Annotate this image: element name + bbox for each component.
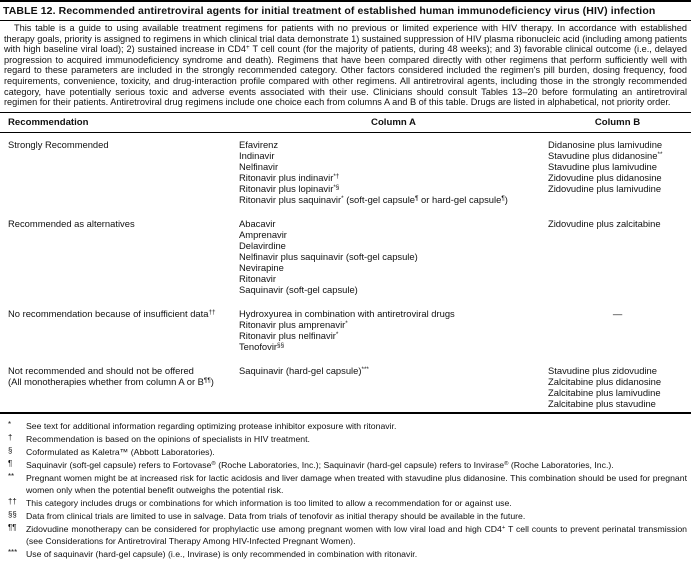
footnote: [8, 433, 687, 445]
footnote: [8, 548, 687, 560]
footnote-text: Use of saquinavir (hard-gel capsule) (i.e., Invirase) is only recommended in combination with ritonavir.: [26, 548, 418, 559]
table-row: [0, 139, 691, 205]
column-a-cell: [239, 365, 548, 409]
footnote-text: Recommendation is based on the opinions of specialists in HIV treatment.: [26, 433, 310, 444]
footnote-text: Pregnant women might be at increased risk for lactic acidosis and liver damage when treated with stavudine plus didanosine. This combination should be used for pregnant women only when the potential benefit outweighs the potential risk.: [26, 472, 687, 495]
drug-item: Tenofovir§§: [239, 340, 285, 352]
header-recommendation: Recommendation: [8, 116, 89, 128]
footnote: [8, 510, 687, 522]
drug-item: Ritonavir plus indinavir*†: [239, 171, 340, 183]
drug-item: Zalcitabine plus stavudine: [548, 397, 656, 409]
intro-paragraph: This table is a guide to using available treatment regimens for patients with no previous or limited experience with HIV therapy. In accordance with established therapy goals, priority is assigned to regimens in which clinical trial data demonstrate 1) sustained suppression of HIV plasma ribonucleic acid (including among patients with high baseline viral load); 2) sustained increase in CD4+ T cell count (for the majority of patients, during 48 weeks); and 3) favorable clinical outcome (i.e., delayed progression to acquired immunodeficiency syndrome and death). Regimens that have been compared directly with other regimens that perform sufficiently well with regard to these parameters are included in the strongly recommended category. Other factors considered included the regimen's pill burden, dosing frequency, food requirements, convenience, toxicity, and drug-interaction profile compared with other regimens. All antiretroviral agents, including those in the strongly recommended category, have potentially serious toxic and adverse events associated with their use. Clinicians should consult Tables 13–20 before formulating an antiretroviral regimen for their patients. Antiretroviral drug regimens include one choice each from columns A and B of this table. Drugs are listed in alphabetical, not priority order.: [4, 23, 687, 108]
footnotes-section: [0, 414, 691, 560]
footnote-marker: **: [8, 471, 15, 481]
footnote-text: Coformulated as Kaletra™ (Abbott Laboratories).: [26, 446, 215, 457]
drug-item: Ritonavir: [239, 272, 276, 284]
header-column-a: Column A: [371, 116, 416, 128]
footnote: [8, 459, 687, 471]
footnote: [8, 472, 687, 496]
footnote-text: Saquinavir (soft-gel capsule) refers to Fortovase® (Roche Laboratories, Inc.); Saquinavir (hard-gel capsule) refers to Invirase® (Roche Laboratories, Inc.).: [26, 459, 614, 470]
table-row: [0, 308, 691, 352]
drug-item: Hydroxyurea in combination with antiretroviral drugs: [239, 307, 455, 319]
drug-item: Abacavir: [239, 217, 276, 229]
drug-item: Stavudine plus didanosine**: [548, 149, 663, 161]
column-b-cell: [548, 365, 687, 409]
header-column-b: Column B: [594, 116, 641, 128]
footnote-text: Zidovudine monotherapy can be considered for prophylactic use among pregnant women with low viral load and high CD4+ T cell counts to prevent perinatal transmission (see Considerations for Antiretroviral Therapy Among HIV-Infected Pregnant Women).: [26, 523, 687, 546]
drug-item: Zalcitabine plus lamivudine: [548, 386, 661, 398]
footnote-marker: ¶: [8, 458, 13, 468]
drug-item: Ritonavir plus nelfinavir*: [239, 329, 339, 341]
footnote-marker: ††: [8, 496, 17, 506]
footnote: [8, 446, 687, 458]
drug-item: —: [612, 307, 623, 319]
drug-item: Ritonavir plus saquinavir* (soft-gel capsule¶ or hard-gel capsule¶): [239, 193, 508, 205]
footnote-marker: §: [8, 445, 13, 455]
recommendation-label: Not recommended and should not be offered: [8, 364, 194, 376]
drug-item: Nelfinavir plus saquinavir (soft-gel capsule): [239, 250, 418, 262]
recommendation-cell: [0, 365, 239, 409]
table-row: [0, 218, 691, 295]
table-title: TABLE 12. Recommended antiretroviral agents for initial treatment of established human immunodeficiency virus (HIV) infection: [0, 2, 691, 21]
footnote-marker: ¶¶: [8, 522, 17, 532]
recommendation-label: No recommendation because of insufficient data††: [8, 307, 216, 319]
drug-item: Saquinavir (soft-gel capsule): [239, 283, 358, 295]
drug-item: Nevirapine: [239, 261, 284, 273]
footnote-marker: ***: [8, 547, 18, 557]
drug-item: Indinavir: [239, 149, 275, 161]
footnote-text: See text for additional information regarding optimizing protease inhibitor exposure with ritonavir.: [26, 420, 397, 431]
drug-item: Saquinavir (hard-gel capsule)***: [239, 364, 369, 376]
recommendation-label: Strongly Recommended: [8, 138, 109, 150]
column-a-cell: [239, 218, 548, 295]
footnote-marker: †: [8, 432, 13, 442]
footnote-marker: §§: [8, 509, 17, 519]
drug-item: Ritonavir plus amprenavir*: [239, 318, 348, 330]
recommendation-label: Recommended as alternatives: [8, 217, 135, 229]
drug-item: Ritonavir plus lopinavir*§: [239, 182, 340, 194]
recommendation-label: (All monotherapies whether from column A or B¶¶): [8, 375, 214, 387]
drug-item: Zidovudine plus didanosine: [548, 171, 662, 183]
column-b-cell: [548, 308, 687, 352]
table-body: [0, 133, 691, 414]
recommendation-cell: [0, 218, 239, 295]
table-row: [0, 365, 691, 409]
footnote: [8, 523, 687, 547]
footnote-marker: *: [8, 419, 12, 429]
column-b-cell: [548, 218, 687, 295]
drug-item: Zidovudine plus zalcitabine: [548, 217, 661, 229]
footnote-text: This category includes drugs or combinations for which information is too limited to allow a recommendation for or against use.: [26, 497, 512, 508]
drug-item: Stavudine plus zidovudine: [548, 364, 657, 376]
drug-item: Stavudine plus lamivudine: [548, 160, 657, 172]
footnote: [8, 497, 687, 509]
footnote: [8, 420, 687, 432]
column-a-cell: [239, 308, 548, 352]
drug-item: Didanosine plus lamivudine: [548, 138, 663, 150]
drug-item: Amprenavir: [239, 228, 287, 240]
recommendation-cell: [0, 308, 239, 352]
drug-item: Efavirenz: [239, 138, 279, 150]
table-header-row: [0, 112, 691, 133]
drug-item: Zidovudine plus lamivudine: [548, 182, 662, 194]
drug-item: Nelfinavir: [239, 160, 279, 172]
recommendation-cell: [0, 139, 239, 205]
column-a-cell: [239, 139, 548, 205]
column-b-cell: [548, 139, 687, 205]
drug-item: Zalcitabine plus didanosine: [548, 375, 662, 387]
footnote-text: Data from clinical trials are limited to use in salvage. Data from trials of tenofovir as initial therapy should be available in the future.: [26, 510, 526, 521]
drug-item: Delavirdine: [239, 239, 286, 251]
